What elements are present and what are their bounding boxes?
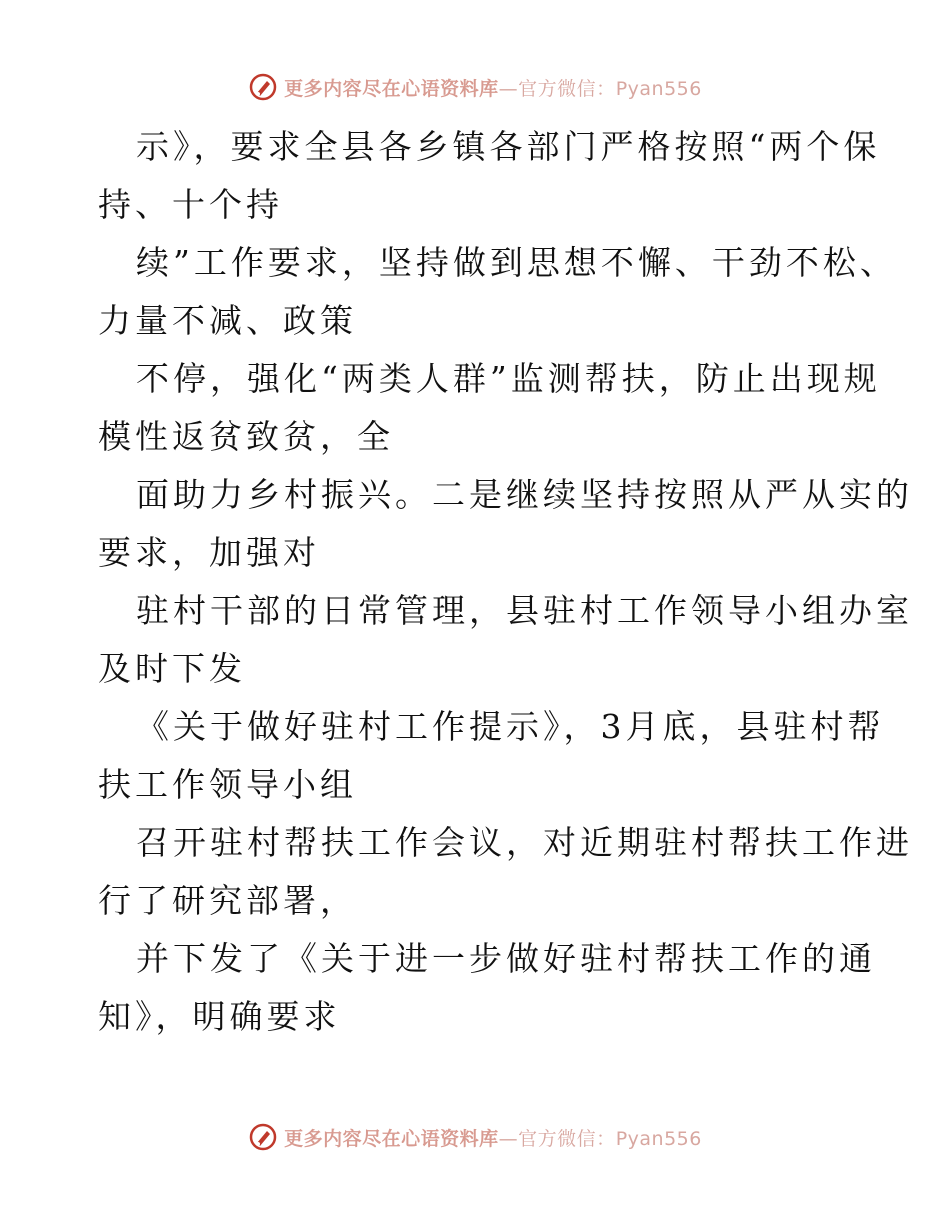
paragraph-2-line-1: 续”工作要求，坚持做到思想不懈、干劲不松、 bbox=[136, 243, 897, 282]
paragraph-1-line-1: 示》，要求全县各乡镇各部门严格按照“两个保 bbox=[136, 127, 881, 166]
document-body bbox=[98, 118, 913, 1046]
paragraph-3-line-2: 模性返贫致贫，全 bbox=[98, 417, 394, 456]
paragraph-7-line-2: 行了研究部署， bbox=[98, 881, 357, 920]
paragraph-1-line-2: 持、十个持 bbox=[98, 185, 283, 224]
watermark-separator: — bbox=[498, 77, 519, 100]
watermark-text bbox=[284, 1124, 702, 1151]
pen-logo-icon bbox=[248, 1122, 278, 1152]
watermark-contact-label: 官方微信： bbox=[518, 1127, 616, 1150]
watermark-contact-id: Pyan556 bbox=[615, 77, 702, 100]
paragraph-4-line-1: 面助力乡村振兴。二是继续坚持按照从严从实的 bbox=[136, 475, 913, 514]
watermark-contact-id: Pyan556 bbox=[615, 1127, 702, 1150]
paragraph-5-line-2: 及时下发 bbox=[98, 649, 246, 688]
watermark-name: 更多内容尽在心语资料库 bbox=[284, 77, 499, 100]
paragraph-8-line-2: 知》，明确要求 bbox=[98, 997, 341, 1036]
paragraph-8-line-1: 并下发了《关于进一步做好驻村帮扶工作的通 bbox=[136, 939, 876, 978]
watermark-text bbox=[284, 74, 702, 101]
paragraph-7-line-1: 召开驻村帮扶工作会议，对近期驻村帮扶工作进 bbox=[136, 823, 913, 862]
watermark-footer bbox=[0, 1122, 950, 1152]
paragraph-5-line-1: 驻村干部的日常管理，县驻村工作领导小组办室 bbox=[136, 591, 913, 630]
paragraph-6-line-2: 扶工作领导小组 bbox=[98, 765, 357, 804]
watermark-contact-label: 官方微信： bbox=[518, 77, 616, 100]
watermark-separator: — bbox=[498, 1127, 519, 1150]
paragraph-3-line-1: 不停，强化“两类人群”监测帮扶，防止出现规 bbox=[136, 359, 881, 398]
paragraph-2-line-2: 力量不减、政策 bbox=[98, 301, 357, 340]
paragraph-4-line-2: 要求，加强对 bbox=[98, 533, 320, 572]
pen-logo-icon bbox=[248, 72, 278, 102]
watermark-name: 更多内容尽在心语资料库 bbox=[284, 1127, 499, 1150]
watermark-header bbox=[0, 72, 950, 102]
paragraph-6-line-1: 《关于做好驻村工作提示》，3月底，县驻村帮 bbox=[136, 707, 885, 746]
